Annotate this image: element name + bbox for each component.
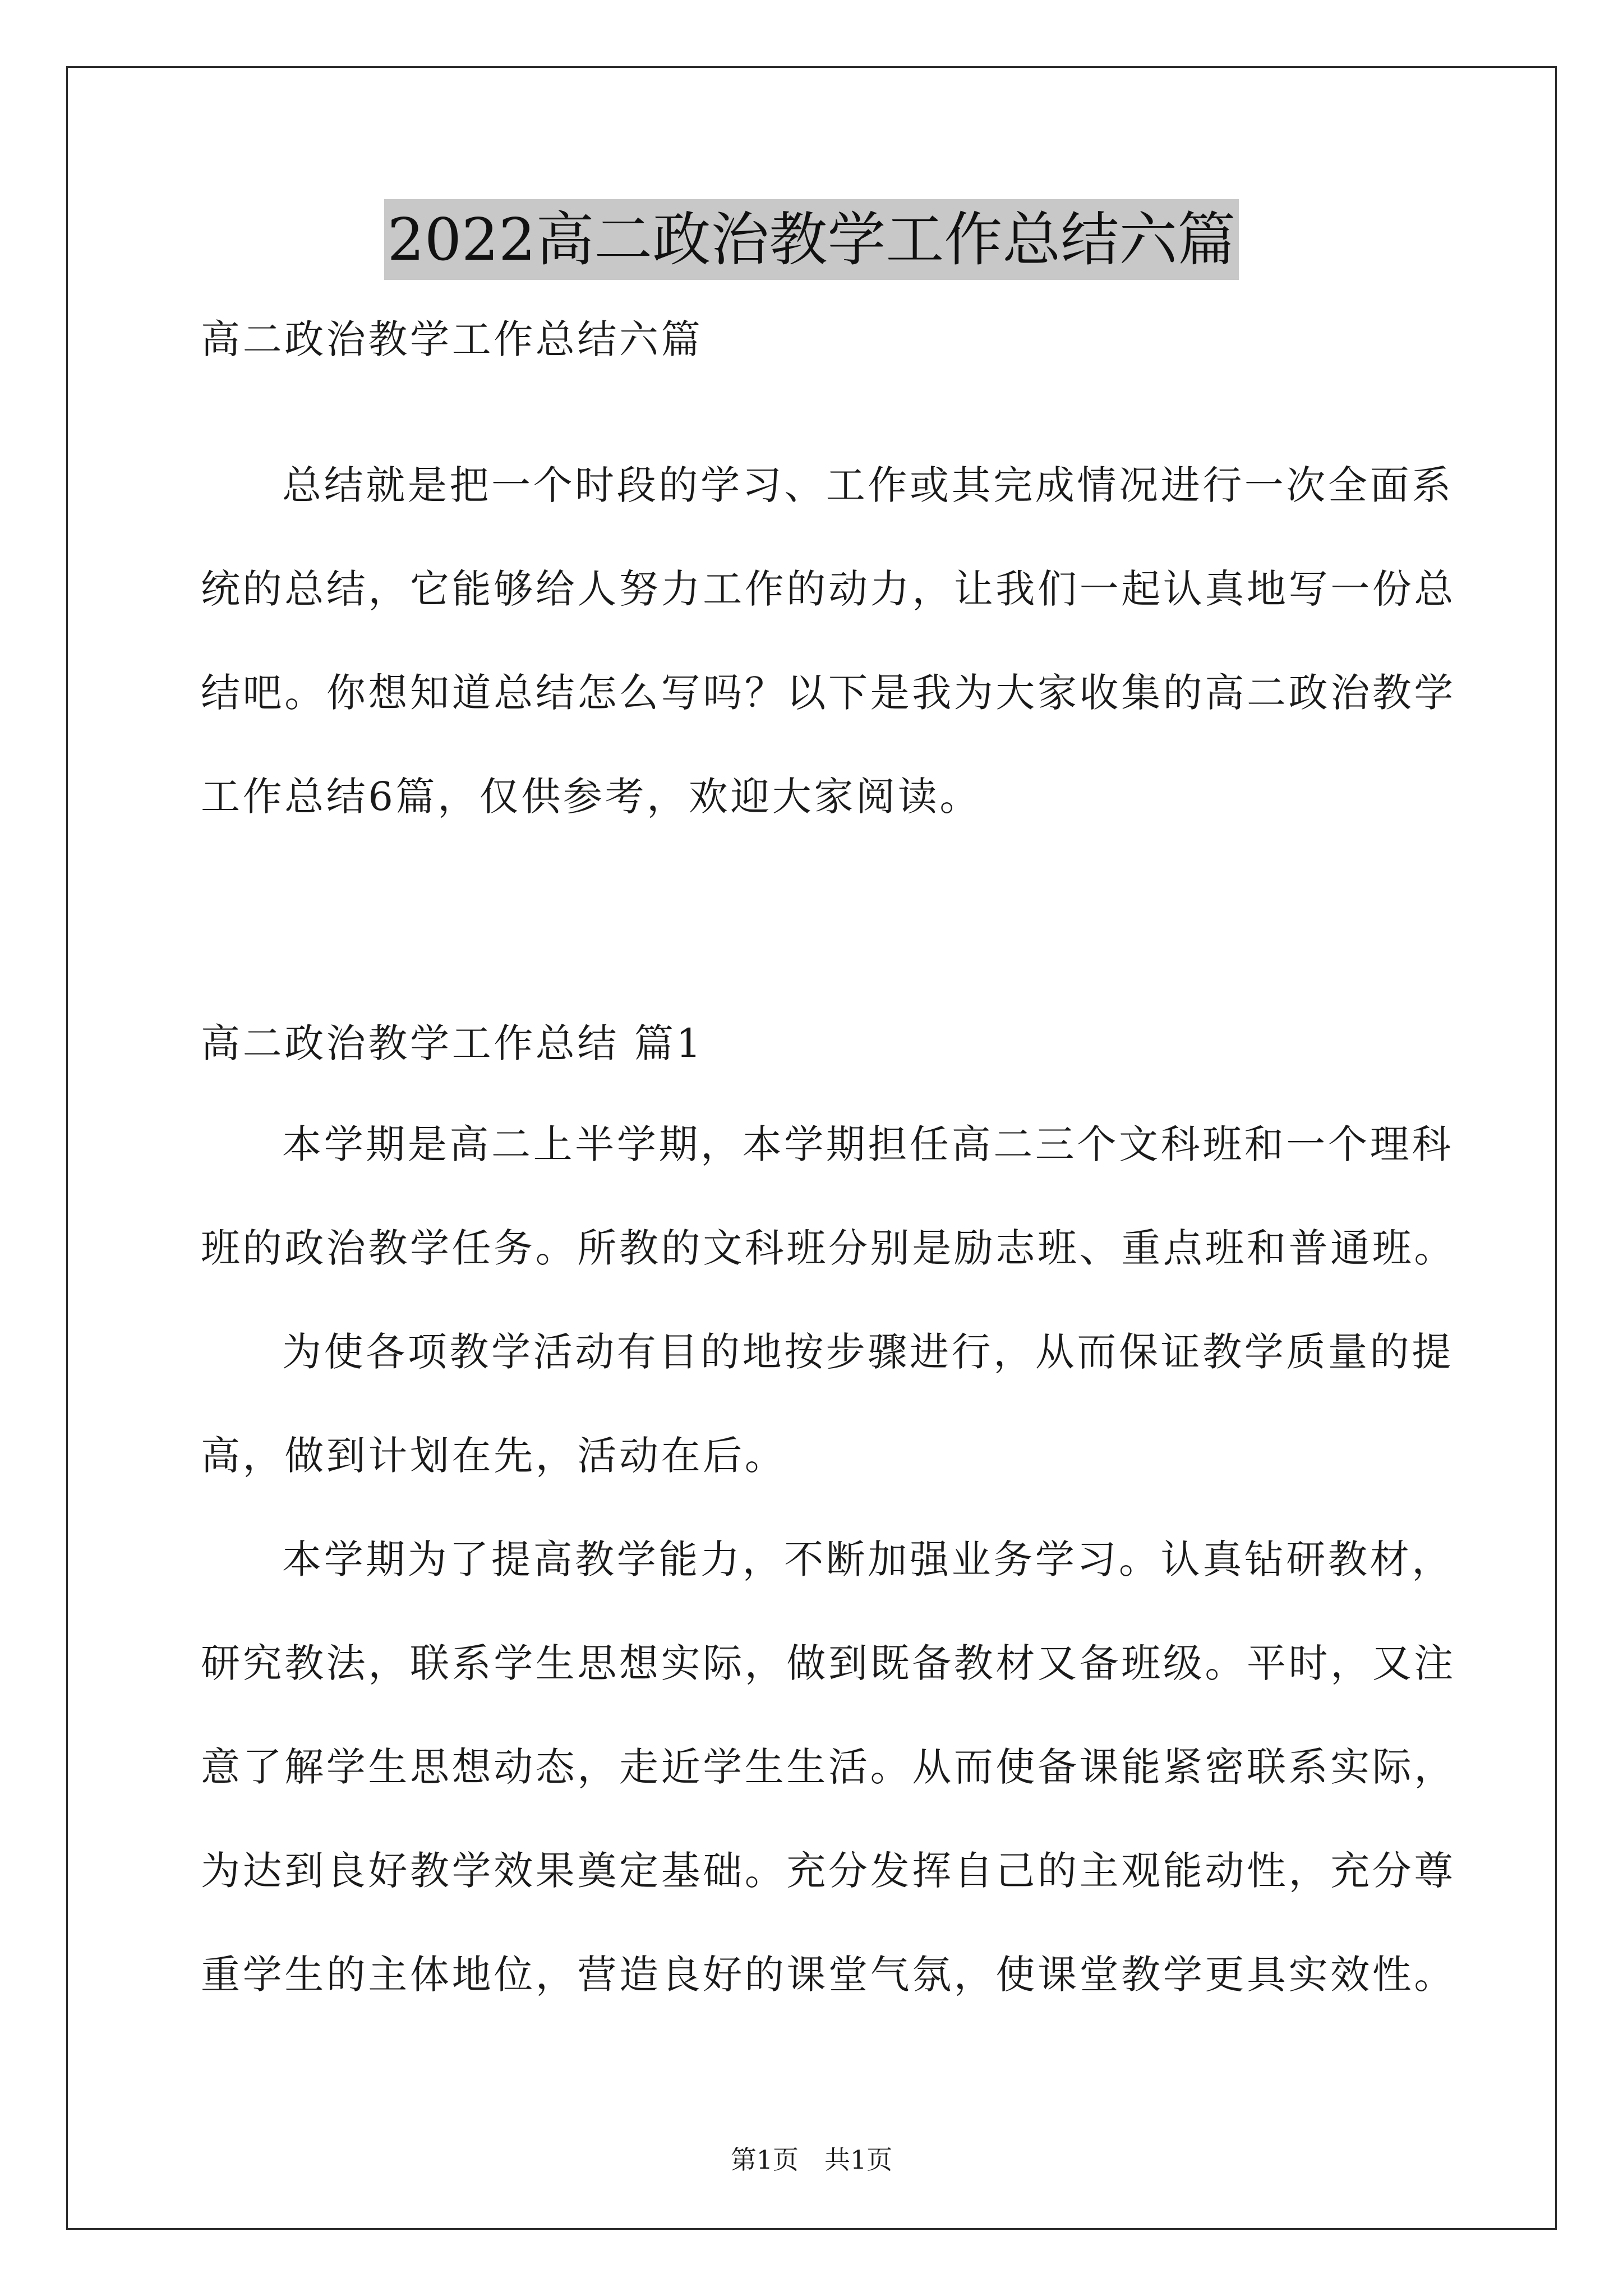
subtitle-line: 高二政治教学工作总结六篇 bbox=[201, 316, 703, 362]
paragraph-line: 研究教法，联系学生思想实际，做到既备教材又备班级。平时，又注 bbox=[201, 1640, 1456, 1686]
paragraph-line: 本学期为了提高教学能力，不断加强业务学习。认真钻研教材， bbox=[282, 1536, 1454, 1582]
paragraph-line: 重学生的主体地位，营造良好的课堂气氛，使课堂教学更具实效性。 bbox=[201, 1952, 1456, 1998]
paragraph-line: 工作总结6篇，仅供参考，欢迎大家阅读。 bbox=[201, 774, 981, 820]
paragraph-line: 本学期是高二上半学期，本学期担任高二三个文科班和一个理科 bbox=[282, 1121, 1454, 1167]
paragraph-line: 高，做到计划在先，活动在后。 bbox=[201, 1433, 787, 1479]
paragraph-line: 为达到良好教学效果奠定基础。充分发挥自己的主观能动性，充分尊 bbox=[201, 1848, 1456, 1894]
title-container bbox=[0, 199, 1623, 280]
page-footer bbox=[0, 2143, 1623, 2177]
section-heading: 高二政治教学工作总结 篇1 bbox=[201, 1020, 704, 1066]
paragraph-line: 为使各项教学活动有目的地按步骤进行，从而保证教学质量的提 bbox=[282, 1329, 1454, 1375]
page-number-current: 第1页 bbox=[730, 2145, 799, 2175]
paragraph-line: 班的政治教学任务。所教的文科班分别是励志班、重点班和普通班。 bbox=[201, 1225, 1456, 1271]
paragraph-line: 意了解学生思想动态，走近学生生活。从而使备课能紧密联系实际， bbox=[201, 1744, 1456, 1790]
paragraph-line: 结吧。你想知道总结怎么写吗？以下是我为大家收集的高二政治教学 bbox=[201, 670, 1456, 716]
document-title: 2022高二政治教学工作总结六篇 bbox=[384, 199, 1239, 280]
paragraph-line: 总结就是把一个时段的学习、工作或其完成情况进行一次全面系 bbox=[282, 462, 1454, 508]
page-number-total: 共1页 bbox=[824, 2145, 893, 2175]
paragraph-line: 统的总结，它能够给人努力工作的动力，让我们一起认真地写一份总 bbox=[201, 566, 1456, 612]
